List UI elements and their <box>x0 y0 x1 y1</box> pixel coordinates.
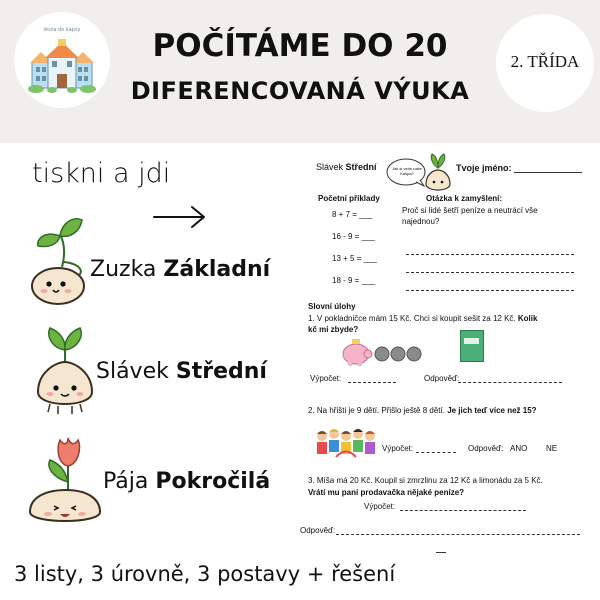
school-logo <box>14 12 110 108</box>
problem-2-calc-label: Výpočet: <box>382 444 414 453</box>
answer-line[interactable] <box>406 254 574 255</box>
sheet-character-name: Slávek <box>316 162 344 172</box>
example-2: 16 - 9 = ___ <box>332 232 375 241</box>
character-paja-label <box>103 469 270 494</box>
examples-title: Početní příklady <box>318 194 380 203</box>
sheet-character-label <box>316 162 377 172</box>
calc-field-line[interactable] <box>400 510 526 511</box>
school-building-icon <box>28 38 96 98</box>
answer-no[interactable]: NE <box>546 444 558 453</box>
answer-field-line[interactable] <box>336 534 580 535</box>
arrow-right-icon <box>150 202 210 232</box>
problem-1-bold-a: Kolik <box>517 314 538 323</box>
problem-1-text-plain: 1. V pokladničce mám 15 Kč. Chci si koupit sešit za 12 Kč. <box>308 314 516 323</box>
footer-text: 3 listy, 3 úrovně, 3 postavy + řešení <box>14 562 396 586</box>
problem-1-calc-label: Výpočet: <box>310 374 342 383</box>
onion-character-icon <box>28 318 102 418</box>
problem-3-answer-label: Odpověď: <box>300 526 336 535</box>
character-slavek-label <box>96 359 267 384</box>
problem-1-answer-label: Odpověď: <box>424 374 460 383</box>
sprout-character-icon <box>22 212 94 308</box>
answer-field-line[interactable] <box>458 382 562 383</box>
character-zuzka-label <box>90 257 270 282</box>
problem-2-text <box>308 406 537 415</box>
logo-text: škola do kapsy <box>43 27 81 33</box>
problem-3-text: 3. Míša má 20 Kč. Koupil si zmrzlinu za 12 Kč a limonádu za 5 Kč. <box>308 476 543 485</box>
header-banner <box>0 0 600 143</box>
example-3: 13 + 5 = ___ <box>332 254 377 263</box>
piggy-bank-icon <box>340 336 430 368</box>
character-name: Slávek <box>96 359 169 384</box>
problem-2-bold: Je jich teď více než 15? <box>447 406 537 415</box>
example-4: 18 - 9 = ___ <box>332 276 375 285</box>
problem-1-bold-b: kč mi zbyde? <box>308 325 359 334</box>
sheet-level: Střední <box>345 162 377 172</box>
grade-badge <box>496 14 594 112</box>
character-level: Pokročilá <box>155 469 271 494</box>
calc-field-line[interactable] <box>416 452 456 453</box>
worksheet-preview <box>296 150 590 560</box>
children-group-icon <box>314 424 378 460</box>
name-label: Tvoje jméno: <box>456 163 512 173</box>
title-main: POČÍTÁME DO 20 <box>152 28 448 64</box>
answer-line[interactable] <box>406 272 574 273</box>
character-level: Střední <box>175 359 267 384</box>
word-problems-title: Slovní úlohy <box>308 302 356 311</box>
notebook-icon <box>460 330 484 362</box>
question-text-line1: Proč si lidé šetří peníze a neutrácí vše <box>402 206 538 215</box>
character-level: Základní <box>163 257 271 282</box>
title-sub: DIFERENCOVANÁ VÝUKA <box>130 77 470 105</box>
problem-2-text-plain: 2. Na hřišti je 9 dětí. Přišlo ještě 8 dětí. <box>308 406 445 415</box>
grade-text: 2. TŘÍDA <box>510 52 580 71</box>
question-text-line2: najednou? <box>402 217 440 226</box>
character-name: Pája <box>103 469 149 494</box>
example-1: 8 + 7 = ___ <box>332 210 373 219</box>
answer-yes[interactable]: ANO <box>510 444 528 453</box>
speech-bubble-text: Jak si vede naše Kašpa? <box>392 166 422 176</box>
question-title: Otázka k zamyšlení: <box>426 194 503 203</box>
problem-2-answer-label: Odpověď: <box>468 444 504 453</box>
name-field-line[interactable] <box>514 172 582 173</box>
problem-1-text <box>308 314 537 323</box>
answer-line[interactable] <box>406 290 574 291</box>
tulip-character-icon <box>24 430 104 530</box>
calc-field-line[interactable] <box>348 382 396 383</box>
answer-field-line[interactable] <box>436 552 446 553</box>
character-name: Zuzka <box>90 257 157 282</box>
problem-3-calc-label: Výpočet: <box>364 502 396 511</box>
problem-3-bold: Vrátí mu paní prodavačka nějaké peníze? <box>308 488 465 497</box>
tagline: tiskni a jdi <box>32 158 171 189</box>
